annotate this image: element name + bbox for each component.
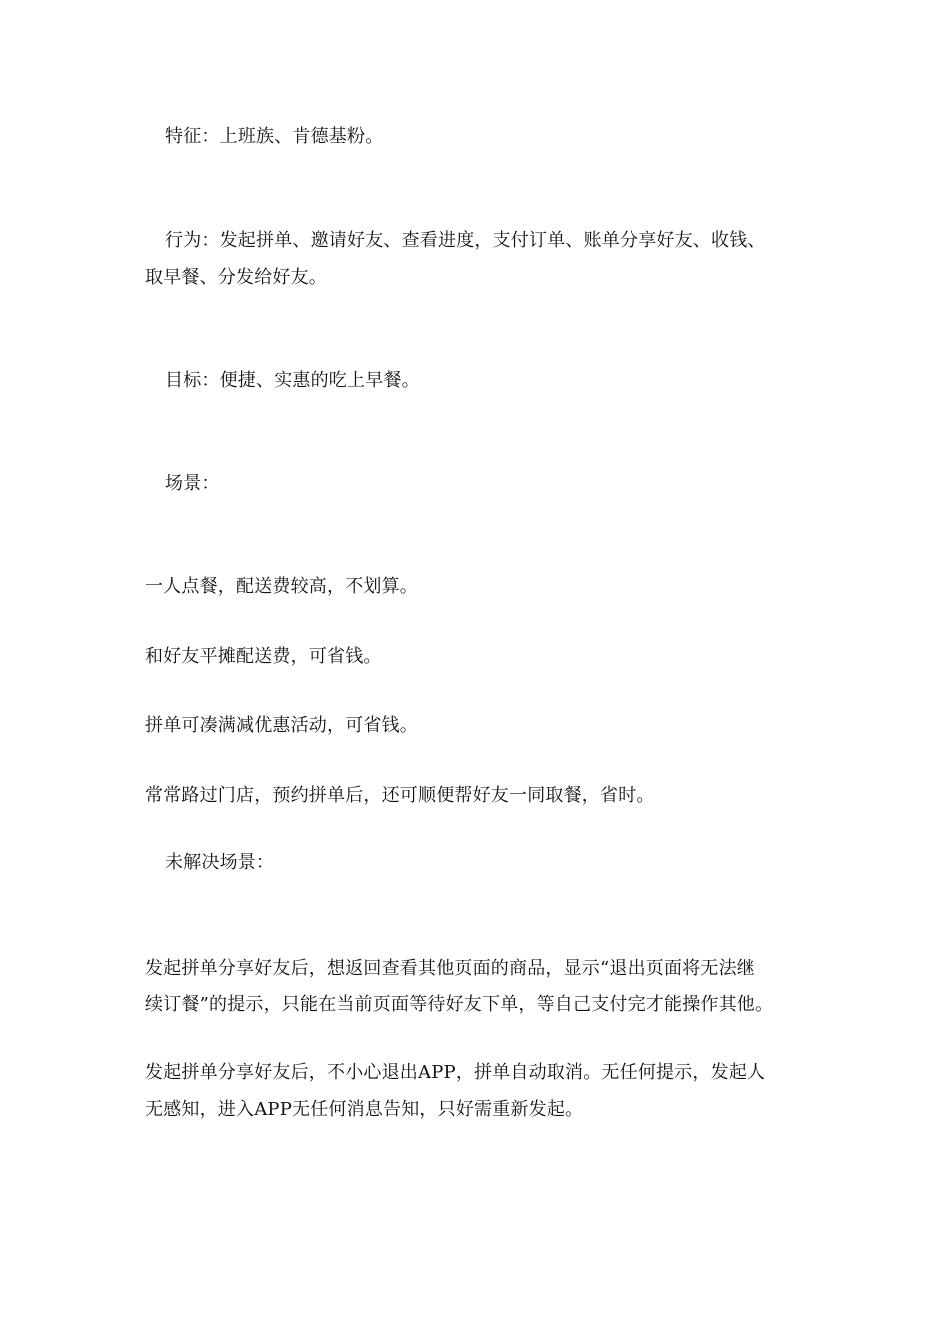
scene-item: 常常路过门店，预约拼单后，还可顺便帮好友一同取餐，省时。 xyxy=(145,785,655,806)
scene-heading: 场景： xyxy=(165,473,220,494)
feature-paragraph: 特征：上班族、肯德基粉。 xyxy=(165,126,384,147)
unsolved-item-2-line-1: 发起拼单分享好友后，不小心退出APP，拼单自动取消。无任何提示，发起人 xyxy=(145,1062,766,1083)
unsolved-heading: 未解决场景： xyxy=(165,852,275,873)
behavior-paragraph-line-2: 取早餐、分发给好友。 xyxy=(145,267,327,288)
unsolved-item-1-line-2: 续订餐”的提示，只能在当前页面等待好友下单，等自己支付完才能操作其他。 xyxy=(145,994,774,1015)
unsolved-item-1-line-1: 发起拼单分享好友后，想返回查看其他页面的商品，显示“退出页面将无法继 xyxy=(145,958,755,979)
behavior-paragraph-line-1: 行为：发起拼单、邀请好友、查看进度，支付订单、账单分享好友、收钱、 xyxy=(165,230,766,251)
scene-item: 一人点餐，配送费较高，不划算。 xyxy=(145,576,418,597)
scene-item: 拼单可凑满减优惠活动，可省钱。 xyxy=(145,715,418,736)
unsolved-item-2-line-2: 无感知，进入APP无任何消息告知，只好需重新发起。 xyxy=(145,1099,584,1120)
goal-paragraph: 目标：便捷、实惠的吃上早餐。 xyxy=(165,370,420,391)
scene-item: 和好友平摊配送费，可省钱。 xyxy=(145,646,382,667)
